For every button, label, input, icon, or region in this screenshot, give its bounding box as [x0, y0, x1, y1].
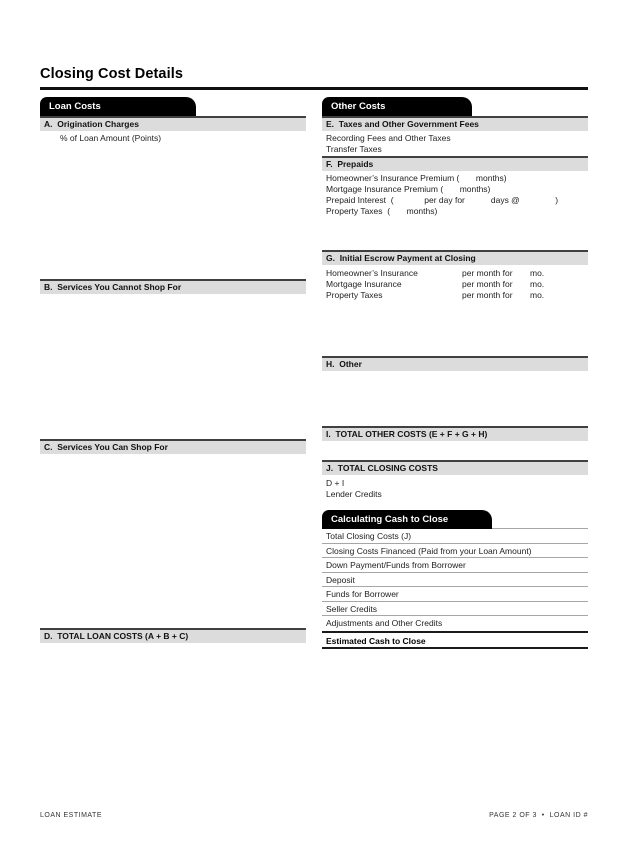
section-f-header: F. Prepaids [322, 156, 588, 171]
cash-row: Down Payment/Funds from Borrower [322, 558, 588, 573]
cash-row: Adjustments and Other Credits [326, 618, 443, 628]
section-c-header: C. Services You Can Shop For [40, 439, 306, 454]
section-j-row: D + I [326, 478, 345, 488]
estimated-cash-to-close-row: Estimated Cash to Close [322, 631, 588, 649]
cash-row: Seller Credits [322, 602, 588, 617]
section-h-header: H. Other [322, 356, 588, 371]
section-a-row: % of Loan Amount (Points) [60, 133, 162, 143]
section-e-header: E. Taxes and Other Government Fees [322, 116, 588, 131]
section-i-header: I. TOTAL OTHER COSTS (E + F + G + H) [322, 426, 588, 441]
section-j-header: J. TOTAL CLOSING COSTS [322, 460, 588, 475]
footer-left: LOAN ESTIMATE [40, 812, 102, 819]
other-costs-tab: Other Costs [322, 97, 472, 116]
cash-to-close-table [322, 529, 588, 649]
cash-row: Total Closing Costs (J) [322, 529, 588, 544]
section-e-row: Recording Fees and Other Taxes [326, 133, 451, 143]
section-a-header: A. Origination Charges [40, 116, 306, 131]
section-f-row: Mortgage Insurance Premium ( months) [326, 184, 491, 194]
section-g-row-unit: mo. [530, 268, 545, 278]
section-e-row: Transfer Taxes [326, 144, 382, 154]
loan-costs-tab: Loan Costs [40, 97, 196, 116]
section-d-header: D. TOTAL LOAN COSTS (A + B + C) [40, 628, 306, 643]
section-b-header: B. Services You Cannot Shop For [40, 279, 306, 294]
title-rule [40, 87, 588, 90]
section-f-row: Property Taxes ( months) [326, 206, 438, 216]
section-g-row-mid: per month for [462, 268, 513, 278]
section-f-row: Prepaid Interest ( per day for days @ ) [326, 195, 559, 205]
page-footer [40, 812, 588, 819]
cash-row: Closing Costs Financed (Paid from your Loan Amount) [322, 544, 588, 559]
section-j-row: Lender Credits [326, 489, 382, 499]
cash-row: Deposit [322, 573, 588, 588]
cash-row: Funds for Borrower [322, 587, 588, 602]
footer-right: PAGE 2 OF 3 • LOAN ID # [489, 812, 588, 819]
section-g-row-mid: per month for [462, 290, 513, 300]
section-g-row-unit: mo. [530, 290, 545, 300]
section-g-row-label: Property Taxes [326, 290, 383, 300]
cash-to-close-tab: Calculating Cash to Close [322, 510, 492, 529]
page-title: Closing Cost Details [40, 66, 183, 82]
section-g-header: G. Initial Escrow Payment at Closing [322, 250, 588, 265]
section-g-row-unit: mo. [530, 279, 545, 289]
section-g-row-label: Homeowner’s Insurance [326, 268, 418, 278]
section-g-row-mid: per month for [462, 279, 513, 289]
section-f-row: Homeowner’s Insurance Premium ( months) [326, 173, 507, 183]
section-g-row-label: Mortgage Insurance [326, 279, 402, 289]
